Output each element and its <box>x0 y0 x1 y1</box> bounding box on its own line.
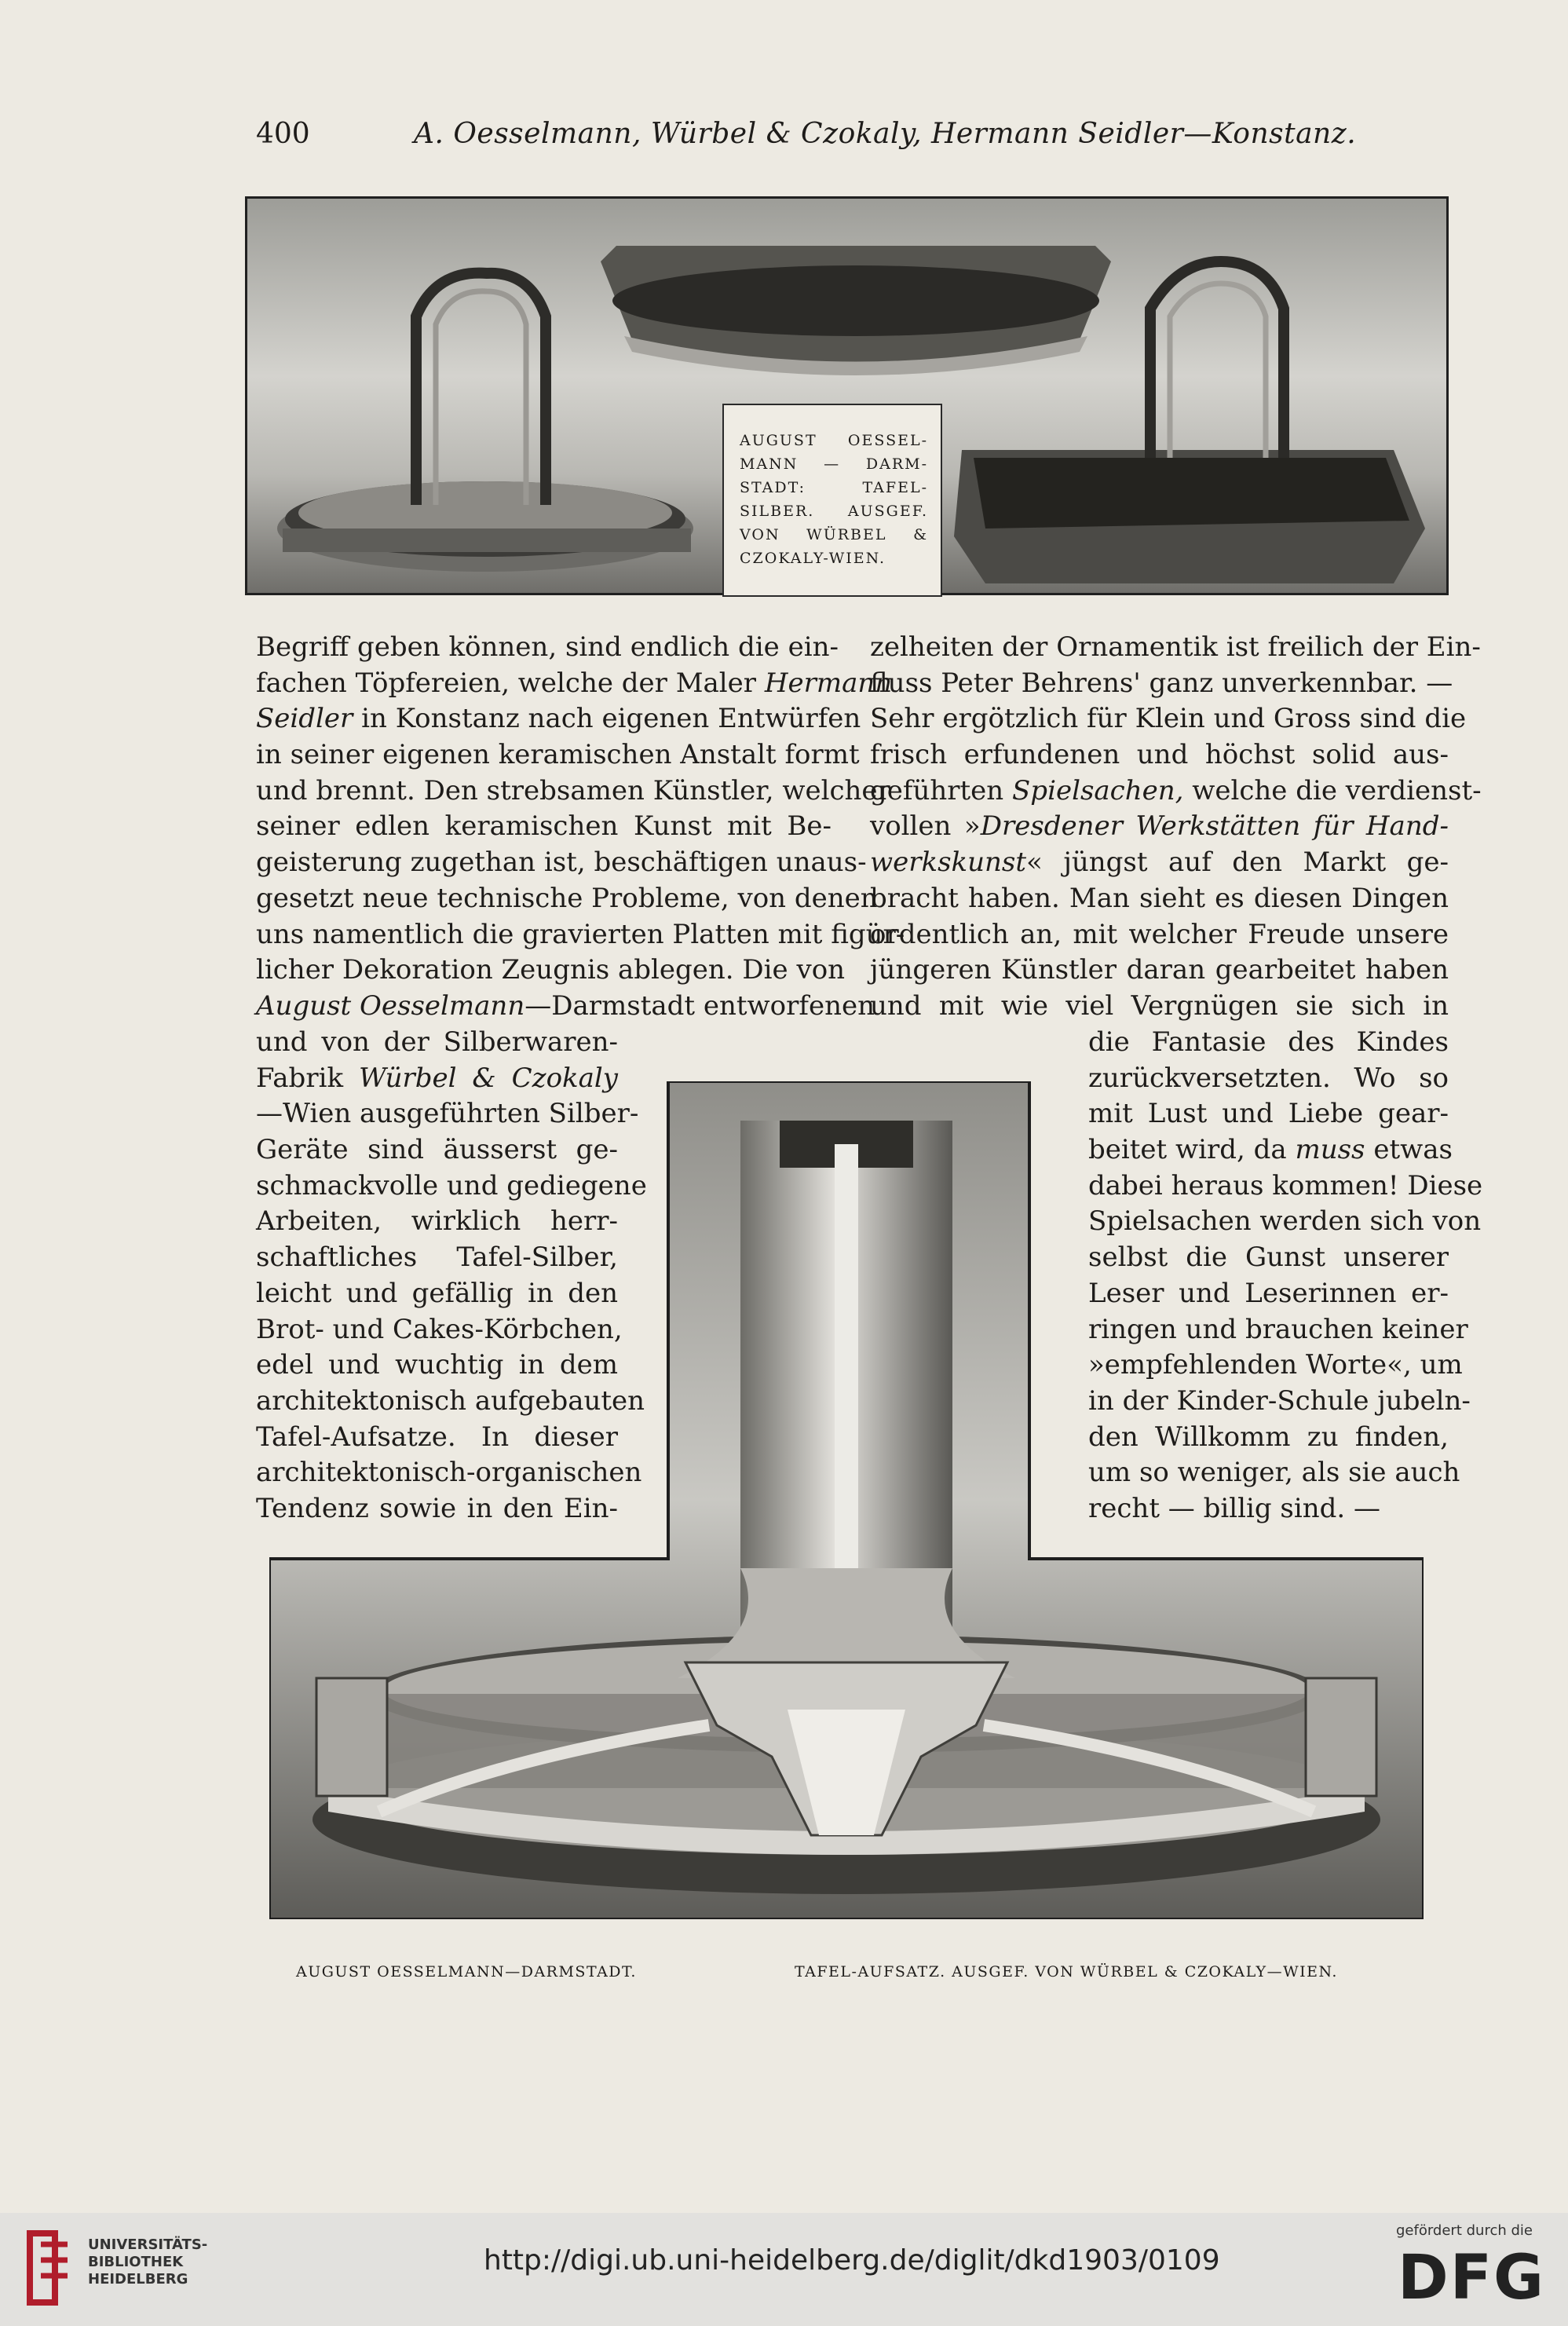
text-line: vollen »Dresdener Werkstätten für Hand- <box>870 810 1449 843</box>
caption-line: AUGUST OESSEL- <box>740 432 928 449</box>
text-line: und brennt. Den strebsamen Künstler, welcher <box>256 774 890 806</box>
text-line: fluss Peter Behrens' ganz unverkennbar. — <box>870 667 1453 699</box>
text-line: in seiner eigenen keramischen Anstalt formt <box>256 739 860 771</box>
table-centerpiece-photo <box>269 1081 1424 1919</box>
text-line: gesetzt neue technische Probleme, von denen <box>256 882 878 914</box>
text-line: licher Dekoration Zeugnis ablegen. Die von <box>256 954 846 986</box>
caption-line: SILBER. AUSGEF. <box>740 503 928 520</box>
text-line: Seidler in Konstanz nach eigenen Entwürfen <box>256 703 861 735</box>
text-line: Leser und Leserinnen er- <box>1088 1277 1449 1309</box>
text-line: architektonisch-organischen <box>256 1457 642 1489</box>
caption-line: MANN — DARM- <box>740 455 928 473</box>
caption-line: STADT: TAFEL- <box>740 479 928 496</box>
text-line: Sehr ergötzlich für Klein und Gross sind die <box>870 703 1467 735</box>
right-column-text <box>870 630 1482 1025</box>
text-line: geführten Spielsachen, welche die verdienst- <box>870 774 1482 806</box>
text-line: edel und wuchtig in dem <box>256 1349 618 1381</box>
text-line: uns namentlich die gravierten Platten mit figür- <box>256 918 905 950</box>
text-line: frisch erfundenen und höchst solid aus- <box>870 739 1449 771</box>
text-line: und mit wie viel Vergnügen sie sich in <box>870 989 1449 1022</box>
text-line: leicht und gefällig in den <box>256 1277 618 1309</box>
text-line: schaftliches Tafel-Silber, <box>256 1242 618 1274</box>
text-line: geisterung zugethan ist, beschäftigen unaus- <box>256 847 867 879</box>
text-line: recht — billig sind. — <box>1088 1492 1381 1524</box>
university-library-logo-icon <box>24 2229 74 2307</box>
library-name-line: HEIDELBERG <box>88 2271 188 2288</box>
text-line: werkskunst« jüngst auf den Markt ge- <box>870 847 1449 879</box>
text-line: beitet wird, da muss etwas <box>1088 1134 1453 1166</box>
text-line: dabei heraus kommen! Diese <box>1088 1169 1483 1201</box>
text-line: »empfehlenden Worte«, um <box>1088 1349 1463 1381</box>
centerpiece-illustration <box>269 1081 1424 1919</box>
text-line: mit Lust und Liebe gear- <box>1088 1098 1449 1130</box>
library-name <box>88 2236 207 2288</box>
text-line: Geräte sind äusserst ge- <box>256 1134 618 1166</box>
text-line: Arbeiten, wirklich herr- <box>256 1205 618 1238</box>
text-line: —Wien ausgeführten Silber- <box>256 1098 639 1130</box>
text-line: in der Kinder-Schule jubeln- <box>1088 1384 1471 1417</box>
text-line: Tendenz sowie in den Ein- <box>256 1492 618 1524</box>
text-line: Fabrik Würbel & Czokaly <box>256 1062 618 1094</box>
text-line: seiner edlen keramischen Kunst mit Be- <box>256 810 832 843</box>
text-line: Begriff geben können, sind endlich die ein- <box>256 631 839 663</box>
bottom-caption-left: AUGUST OESSELMANN—DARMSTADT. <box>296 1963 637 1980</box>
text-line: architektonisch aufgebauten <box>256 1384 645 1417</box>
caption-line: CZOKALY-WIEN. <box>740 550 886 567</box>
text-line: schmackvolle und gediegene <box>256 1169 647 1201</box>
left-column-text <box>256 630 905 1025</box>
top-figure-caption <box>722 404 942 597</box>
text-line: jüngeren Künstler daran gearbeitet haben <box>870 954 1449 986</box>
library-name-line: BIBLIOTHEK <box>88 2254 184 2270</box>
page-number: 400 <box>256 118 310 150</box>
text-line: fachen Töpfereien, welche der Maler Hermann <box>256 667 893 699</box>
running-head-title: A. Oesselmann, Würbel & Czokaly, Hermann Seidler—Konstanz. <box>414 118 1357 150</box>
text-line: zurückversetzten. Wo so <box>1088 1062 1449 1094</box>
digital-library-url-link[interactable]: http://digi.ub.uni-heidelberg.de/diglit/dkd1903/0109 <box>484 2244 1220 2277</box>
bottom-caption-right: TAFEL-AUFSATZ. AUSGEF. VON WÜRBEL & CZOKALY—WIEN. <box>795 1963 1338 1980</box>
text-line: bracht haben. Man sieht es diesen Dingen <box>870 882 1449 914</box>
text-line: und von der Silberwaren- <box>256 1026 618 1058</box>
text-line: die Fantasie des Kindes <box>1088 1026 1449 1058</box>
dfg-logo: DFG <box>1398 2243 1546 2313</box>
library-name-line: UNIVERSITÄTS- <box>88 2236 208 2253</box>
text-line: Tafel-Aufsatze. In dieser <box>256 1421 618 1453</box>
caption-line: VON WÜRBEL & <box>740 526 928 543</box>
funding-note: gefördert durch die <box>1396 2222 1533 2239</box>
text-line: Brot- und Cakes-Körbchen, <box>256 1313 623 1345</box>
text-line: ringen und brauchen keiner <box>1088 1313 1468 1345</box>
text-line: den Willkomm zu finden, <box>1088 1421 1449 1453</box>
text-line: selbst die Gunst unserer <box>1088 1242 1449 1274</box>
text-line: August Oesselmann—Darmstadt entworfenen <box>256 989 875 1022</box>
text-line: Spielsachen werden sich von <box>1088 1205 1482 1238</box>
text-line: ordentlich an, mit welcher Freude unsere <box>870 918 1449 950</box>
text-line: zelheiten der Ornamentik ist freilich der Ein- <box>870 631 1481 663</box>
text-line: um so weniger, als sie auch <box>1088 1457 1460 1489</box>
